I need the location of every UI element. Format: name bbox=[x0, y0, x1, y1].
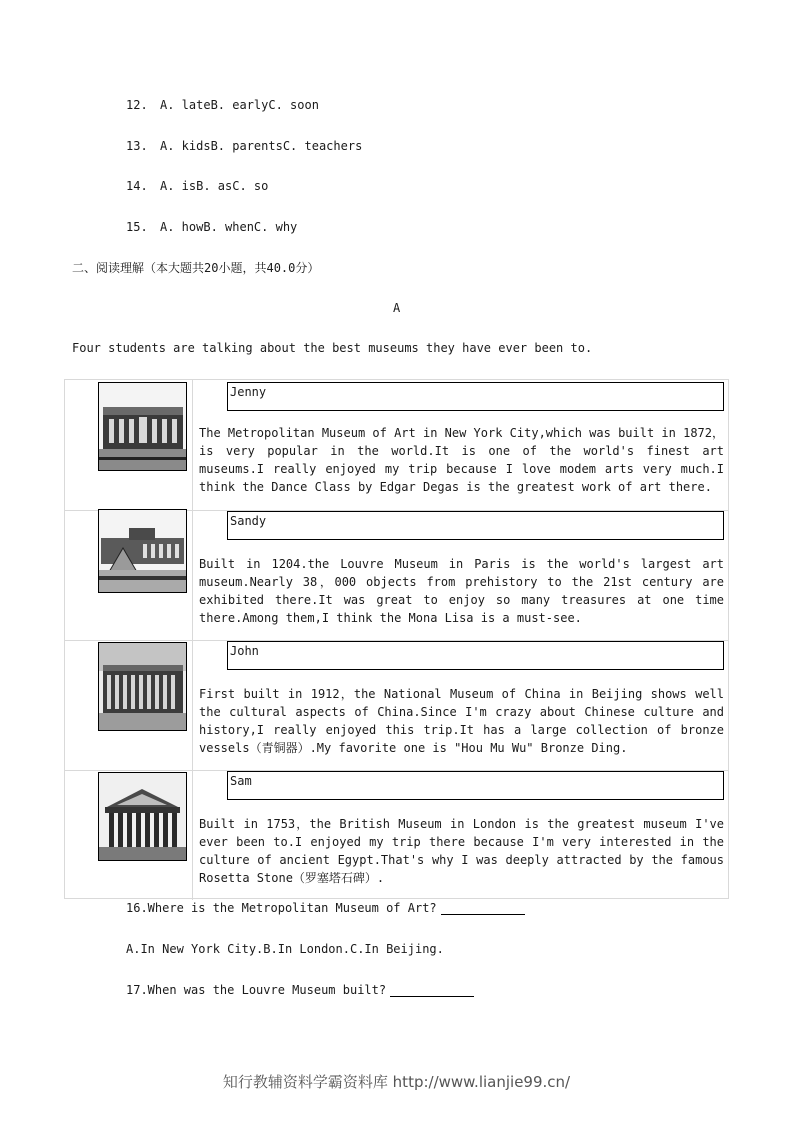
section-heading-suffix: 分） bbox=[295, 261, 320, 275]
image-cell bbox=[65, 380, 193, 510]
student-name-box: Sandy bbox=[227, 511, 724, 540]
section-heading-prefix: 二、阅读理解（本大题共 bbox=[72, 261, 205, 275]
question-16 bbox=[126, 901, 525, 915]
question-12 bbox=[126, 98, 319, 112]
metropolitan-museum-photo bbox=[98, 382, 187, 471]
image-cell bbox=[65, 511, 193, 640]
answer-blank[interactable] bbox=[441, 902, 525, 915]
louvre-museum-photo bbox=[98, 509, 187, 593]
question-16-text: 16.Where is the Metropolitan Museum of Art? bbox=[126, 901, 437, 915]
student-name-box: John bbox=[227, 641, 724, 670]
museum-row-sandy bbox=[65, 510, 728, 640]
question-number: 14. bbox=[126, 179, 148, 193]
museum-row-john bbox=[65, 640, 728, 770]
question-16-options: A.In New York City.B.In London.C.In Beijing. bbox=[126, 942, 444, 956]
museum-description: Built in 1753，the British Museum in London is the greatest museum I've ever been to.I enjoyed my trip there because I'm very interested in the culture of ancient Egypt.That's why I was deeply attracted by the famous Rosetta Stone（罗塞塔石碑）. bbox=[199, 817, 724, 885]
museum-description: Built in 1204.the Louvre Museum in Paris is the world's largest art museum.Nearly 38，000 objects from prehistory to the 21st century are exhibited there.It was great to enjoy so many treasures at one time there.Among them,I think the Mona Lisa is a must-see. bbox=[199, 557, 724, 625]
british-museum-photo bbox=[98, 772, 187, 861]
question-number: 15. bbox=[126, 220, 148, 234]
question-17 bbox=[126, 983, 474, 997]
image-cell bbox=[65, 771, 193, 900]
museum-row-jenny bbox=[65, 380, 728, 510]
question-15 bbox=[126, 220, 297, 234]
section-heading-mid: 小题，共 bbox=[218, 261, 267, 275]
question-options: A. isB. asC. so bbox=[160, 179, 269, 193]
question-14 bbox=[126, 179, 268, 193]
question-13 bbox=[126, 139, 362, 153]
section-heading bbox=[72, 259, 319, 276]
question-count: 20 bbox=[204, 261, 219, 275]
answer-blank[interactable] bbox=[390, 984, 474, 997]
national-museum-china-photo bbox=[98, 642, 187, 731]
total-score: 40.0 bbox=[266, 261, 296, 275]
question-number: 12. bbox=[126, 98, 148, 112]
student-name-box: Sam bbox=[227, 771, 724, 800]
question-17-text: 17.When was the Louvre Museum built? bbox=[126, 983, 387, 997]
passage-label: A bbox=[393, 301, 401, 315]
image-cell bbox=[65, 641, 193, 770]
museum-table bbox=[64, 379, 729, 899]
question-number: 13. bbox=[126, 139, 148, 153]
museum-row-sam bbox=[65, 770, 728, 900]
question-options: A. lateB. earlyC. soon bbox=[160, 98, 319, 112]
question-options: A. kidsB. parentsC. teachers bbox=[160, 139, 363, 153]
question-options: A. howB. whenC. why bbox=[160, 220, 298, 234]
museum-description: The Metropolitan Museum of Art in New York City,which was built in 1872，is very popular in the world.It is one of the world's finest art museums.I really enjoyed my trip because I love modem arts very much.I think the Dance Class by Edgar Degas is the greatest work of art there. bbox=[199, 426, 724, 494]
passage-intro: Four students are talking about the best museums they have ever been to. bbox=[72, 341, 593, 355]
footer-watermark: 知行教辅资料学霸资料库 http://www.lianjie99.cn/ bbox=[222, 1073, 571, 1091]
museum-description: First built in 1912，the National Museum of China in Beijing shows well the cultural aspects of China.Since I'm crazy about Chinese culture and history,I really enjoyed this trip.It has a large collection of bronze vessels（青铜器）.My favorite one is "Hou Mu Wu" Bronze Ding. bbox=[199, 687, 724, 755]
student-name-box: Jenny bbox=[227, 382, 724, 411]
